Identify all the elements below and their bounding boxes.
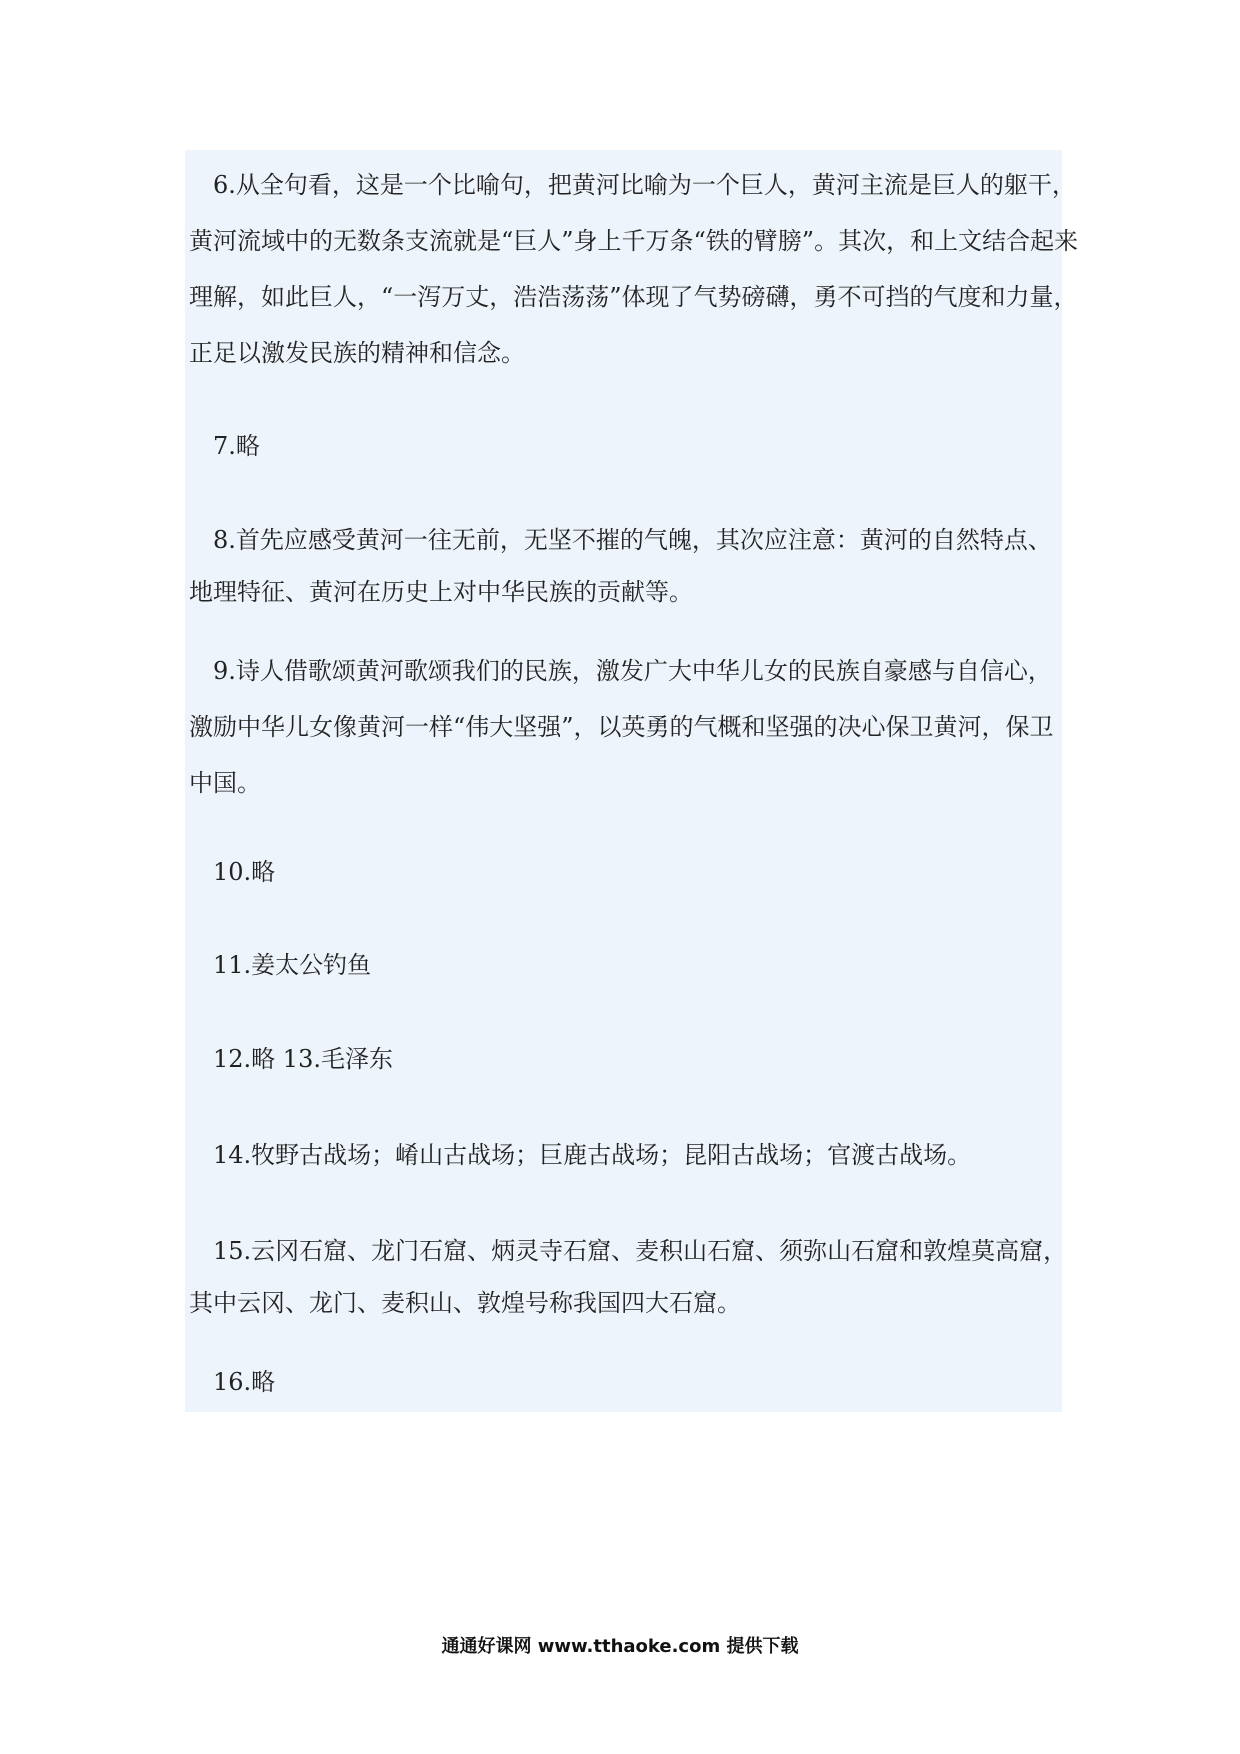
answer-line: 中国。 (189, 769, 261, 797)
answer-line: 14.牧野古战场；崤山古战场；巨鹿古战场；昆阳古战场；官渡古战场。 (189, 1141, 972, 1169)
answer-line: 10.略 (189, 858, 276, 886)
answer-line: 理解，如此巨人，“一泻万丈，浩浩荡荡”体现了气势磅礴，勇不可挡的气度和力量， (189, 283, 1078, 311)
answer-7 (189, 418, 1059, 474)
answer-line: 6.从全句看，这是一个比喻句，把黄河比喻为一个巨人，黄河主流是巨人的躯干， (189, 171, 1076, 199)
answer-line: 11.姜太公钓鱼 (189, 951, 372, 979)
answer-10 (189, 844, 1059, 900)
answer-9 (189, 643, 1059, 811)
answer-14 (189, 1127, 1059, 1183)
answer-12-13 (189, 1031, 1059, 1087)
answer-line: 9.诗人借歌颂黄河歌颂我们的民族，激发广大中华儿女的民族自豪感与自信心， (189, 657, 1052, 685)
answer-line: 正足以激发民族的精神和信念。 (189, 339, 525, 367)
answer-line: 地理特征、黄河在历史上对中华民族的贡献等。 (189, 578, 693, 606)
answer-11 (189, 937, 1059, 993)
answer-line: 激励中华儿女像黄河一样“伟大坚强”，以英勇的气概和坚强的决心保卫黄河，保卫 (189, 713, 1054, 741)
answer-line: 16.略 (189, 1368, 276, 1396)
answer-line: 12.略 13.毛泽东 (189, 1045, 393, 1073)
answer-line: 其中云冈、龙门、麦积山、敦煌号称我国四大石窟。 (189, 1289, 741, 1317)
answer-15 (189, 1225, 1068, 1329)
answer-8 (189, 514, 1059, 618)
answer-line: 黄河流域中的无数条支流就是“巨人”身上千万条“铁的臂膀”。其次，和上文结合起来 (189, 227, 1079, 255)
page-footer: 通通好课网 www.tthaoke.com 提供下载 (441, 1636, 799, 1657)
answer-line: 7.略 (189, 432, 260, 460)
answer-16 (189, 1354, 1059, 1410)
answer-6 (189, 157, 1079, 381)
answer-line: 8.首先应感受黄河一往无前，无坚不摧的气魄，其次应注意：黄河的自然特点、 (189, 526, 1052, 554)
answer-line: 15.云冈石窟、龙门石窟、炳灵寺石窟、麦积山石窟、须弥山石窟和敦煌莫高窟， (189, 1237, 1068, 1265)
